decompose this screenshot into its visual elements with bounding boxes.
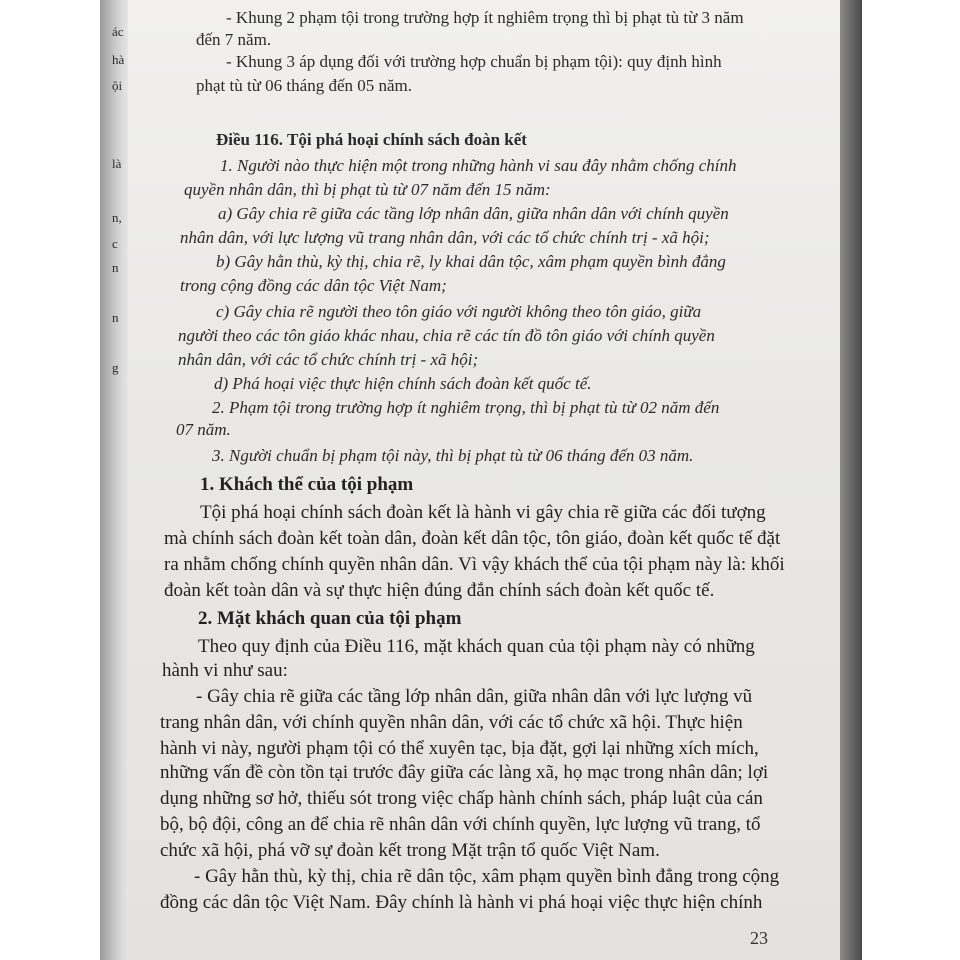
article-line: 3. Người chuẩn bị phạm tội này, thì bị phạt tù từ 06 tháng đến 03 năm. bbox=[212, 446, 694, 465]
section-heading: 1. Khách thể của tội phạm bbox=[200, 474, 414, 495]
margin-fragment: c bbox=[112, 236, 118, 251]
article-line: nhân dân, với lực lượng vũ trang nhân dân, với các tổ chức chính trị - xã hội; bbox=[180, 228, 710, 247]
body-line: hành vi này, người phạm tội có thể xuyên tạc, bịa đặt, gợi lại những xích mích, bbox=[160, 738, 759, 759]
body-line: Tội phá hoại chính sách đoàn kết là hành vi gây chia rẽ giữa các đối tượng bbox=[200, 502, 766, 523]
body-line: bộ, bộ đội, công an để chia rẽ nhân dân với chính quyền, lực lượng vũ trang, tổ bbox=[160, 814, 761, 835]
page-gutter-shadow bbox=[840, 0, 862, 960]
margin-fragment: ác bbox=[112, 24, 124, 39]
body-line: ra nhằm chống chính quyền nhân dân. Vì vậy khách thể của tội phạm này là: khối bbox=[164, 554, 785, 575]
margin-fragment: n, bbox=[112, 210, 122, 225]
article-line: nhân dân, với các tổ chức chính trị - xã hội; bbox=[178, 350, 479, 369]
margin-fragment: là bbox=[112, 156, 122, 171]
left-background bbox=[0, 0, 100, 960]
article-line: trong cộng đồng các dân tộc Việt Nam; bbox=[180, 276, 447, 295]
article-line: 1. Người nào thực hiện một trong những hành vi sau đây nhằm chống chính bbox=[220, 156, 737, 175]
body-line: đồng các dân tộc Việt Nam. Đây chính là hành vi phá hoại việc thực hiện chính bbox=[160, 892, 763, 913]
body-line: hành vi như sau: bbox=[162, 660, 288, 681]
article-line: 2. Phạm tội trong trường hợp ít nghiêm trọng, thì bị phạt tù từ 02 năm đến bbox=[212, 398, 720, 417]
margin-fragment: g bbox=[112, 360, 119, 375]
margin-fragment: n bbox=[112, 260, 119, 275]
body-line: đoàn kết toàn dân và sự thực hiện đúng đắn chính sách đoàn kết quốc tế. bbox=[164, 580, 715, 601]
body-line: Theo quy định của Điều 116, mặt khách quan của tội phạm này có những bbox=[198, 636, 755, 657]
page-number: 23 bbox=[750, 928, 768, 948]
body-line: chức xã hội, phá vỡ sự đoàn kết trong Mặt trận tổ quốc Việt Nam. bbox=[160, 840, 660, 861]
body-line: - Gây chia rẽ giữa các tầng lớp nhân dân, giữa nhân dân với lực lượng vũ bbox=[196, 686, 753, 707]
text-line: - Khung 3 áp dụng đối với trường hợp chuẩn bị phạm tội): quy định hình bbox=[226, 52, 722, 71]
body-line: dụng những sơ hở, thiếu sót trong việc chấp hành chính sách, pháp luật của cán bbox=[160, 788, 763, 809]
right-background bbox=[862, 0, 960, 960]
body-line: trang nhân dân, với chính quyền nhân dân, với các tổ chức xã hội. Thực hiện bbox=[160, 712, 743, 733]
article-line: b) Gây hằn thù, kỳ thị, chia rẽ, ly khai dân tộc, xâm phạm quyền bình đẳng bbox=[216, 252, 726, 271]
text-line: phạt tù từ 06 tháng đến 05 năm. bbox=[196, 76, 413, 95]
article-title: Điều 116. Tội phá hoại chính sách đoàn kết bbox=[216, 130, 527, 149]
article-line: 07 năm. bbox=[176, 420, 231, 439]
previous-page-edge bbox=[100, 0, 128, 960]
body-line: những vấn đề còn tồn tại trước đây giữa các làng xã, họ mạc trong nhân dân; lợi bbox=[160, 762, 769, 783]
body-line: mà chính sách đoàn kết toàn dân, đoàn kết dân tộc, tôn giáo, đoàn kết quốc tế đặt bbox=[164, 528, 781, 549]
article-line: người theo các tôn giáo khác nhau, chia rẽ các tín đồ tôn giáo với chính quyền bbox=[178, 326, 715, 345]
article-line: d) Phá hoại việc thực hiện chính sách đoàn kết quốc tế. bbox=[214, 374, 592, 393]
section-heading: 2. Mặt khách quan của tội phạm bbox=[198, 608, 462, 629]
margin-fragment: ội bbox=[112, 78, 123, 93]
body-line: - Gây hằn thù, kỳ thị, chia rẽ dân tộc, xâm phạm quyền bình đẳng trong cộng bbox=[194, 866, 780, 887]
article-line: quyền nhân dân, thì bị phạt tù từ 07 năm đến 15 năm: bbox=[184, 180, 551, 199]
text-line: đến 7 năm. bbox=[196, 30, 272, 49]
article-line: c) Gây chia rẽ người theo tôn giáo với người không theo tôn giáo, giữa bbox=[216, 302, 702, 321]
text-line: - Khung 2 phạm tội trong trường hợp ít nghiêm trọng thì bị phạt tù từ 3 năm bbox=[226, 8, 744, 27]
article-line: a) Gây chia rẽ giữa các tầng lớp nhân dân, giữa nhân dân với chính quyền bbox=[218, 204, 729, 223]
margin-fragment: n bbox=[112, 310, 119, 325]
margin-fragment: hà bbox=[112, 52, 125, 67]
